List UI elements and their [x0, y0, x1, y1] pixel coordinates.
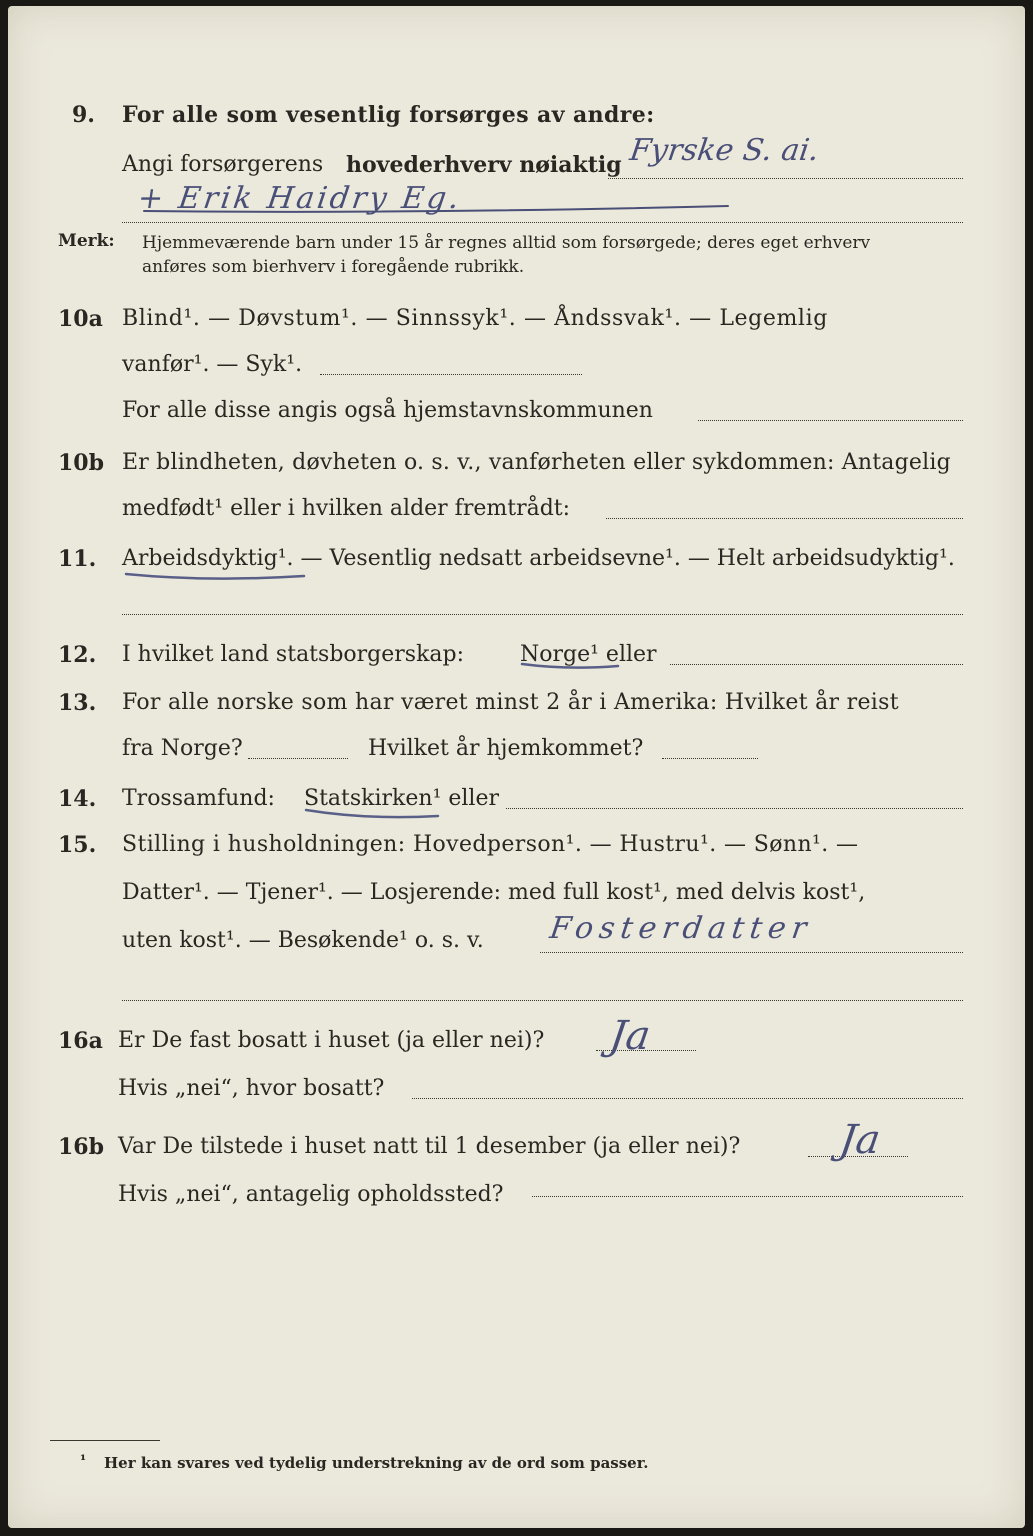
q13-line-1: For alle norske som har været minst 2 år i Amerika: Hvilket år reist: [122, 690, 899, 715]
q9-provider-label-b: hovederhverv nøiaktig: [346, 152, 622, 178]
q9-crossing-stroke: [144, 206, 728, 212]
q11-number: 11.: [58, 546, 97, 572]
q16a-line-2: Hvis „nei“, hvor bosatt?: [118, 1076, 385, 1101]
q13-number: 13.: [58, 690, 97, 716]
footnote-text: Her kan svares ved tydelig understrekning av de ord som passer.: [104, 1454, 649, 1472]
q12-number: 12.: [58, 642, 97, 668]
q12-label: I hvilket land statsborgerskap:: [122, 642, 465, 667]
merk-line-2: anføres som bierhverv i foregående rubrikk.: [142, 257, 525, 277]
q11-underline-stroke: [126, 574, 304, 579]
q13-left-norway-label: fra Norge?: [122, 736, 243, 761]
handwritten-underlines: [8, 6, 1025, 1528]
census-form-page: [8, 6, 1025, 1528]
footnote-mark: ¹: [80, 1453, 87, 1469]
q10a-line-2: vanfør¹. — Syk¹.: [122, 352, 303, 377]
q15-line-3: uten kost¹. — Besøkende¹ o. s. v.: [122, 928, 484, 953]
q10a-number: 10a: [58, 306, 103, 332]
q16b-handwritten-answer: Ja: [836, 1117, 884, 1163]
q16a-handwritten-answer: Ja: [606, 1013, 654, 1059]
q9-handwritten-answer-2: + Erik Haidry Eg.: [135, 181, 465, 216]
q12-underline-stroke: [522, 664, 618, 668]
q9-provider-label-a: Angi forsørgerens: [122, 152, 324, 177]
q9-heading: For alle som vesentlig forsørges av andre:: [122, 102, 655, 128]
q15-line-2: Datter¹. — Tjener¹. — Losjerende: med full kost¹, med delvis kost¹,: [122, 880, 866, 905]
q10b-line-1: Er blindheten, døvheten o. s. v., vanførheten eller sykdommen: Antagelig: [122, 450, 951, 475]
q13-returned-label: Hvilket år hjemkommet?: [368, 736, 644, 761]
q9-handwritten-answer-1: Fyrske S. ai.: [627, 133, 822, 168]
q14-state-church-option: Statskirken¹ eller: [304, 786, 500, 811]
q14-underline-stroke: [306, 810, 438, 817]
q10b-number: 10b: [58, 450, 104, 476]
q11-line-1: Arbeidsdyktig¹. — Vesentlig nedsatt arbeidsevne¹. — Helt arbeidsudyktig¹.: [122, 546, 955, 571]
q9-number: 9.: [72, 102, 95, 128]
q16b-number: 16b: [58, 1134, 104, 1160]
q16b-line-2: Hvis „nei“, antagelig opholdssted?: [118, 1182, 504, 1207]
q10a-line-3: For alle disse angis også hjemstavnskommunen: [122, 398, 653, 423]
q10b-line-2: medfødt¹ eller i hvilken alder fremtrådt:: [122, 496, 571, 521]
q15-number: 15.: [58, 832, 97, 858]
q14-label: Trossamfund:: [122, 786, 275, 811]
q15-line-1: Stilling i husholdningen: Hovedperson¹. — Hustru¹. — Sønn¹. —: [122, 832, 859, 857]
merk-line-1: Hjemmeværende barn under 15 år regnes alltid som forsørgede; deres eget erhverv: [142, 233, 871, 253]
q16b-line-1: Var De tilstede i huset natt til 1 desember (ja eller nei)?: [118, 1134, 741, 1159]
q14-number: 14.: [58, 786, 97, 812]
q10a-line-1: Blind¹. — Døvstum¹. — Sinnssyk¹. — Åndssvak¹. — Legemlig: [122, 306, 828, 331]
q12-norway-option: Norge¹ eller: [520, 642, 657, 667]
q16a-line-1: Er De fast bosatt i huset (ja eller nei)?: [118, 1028, 545, 1053]
merk-label: Merk:: [58, 231, 115, 251]
q15-handwritten-answer: Fosterdatter: [547, 911, 815, 946]
q16a-number: 16a: [58, 1028, 103, 1054]
